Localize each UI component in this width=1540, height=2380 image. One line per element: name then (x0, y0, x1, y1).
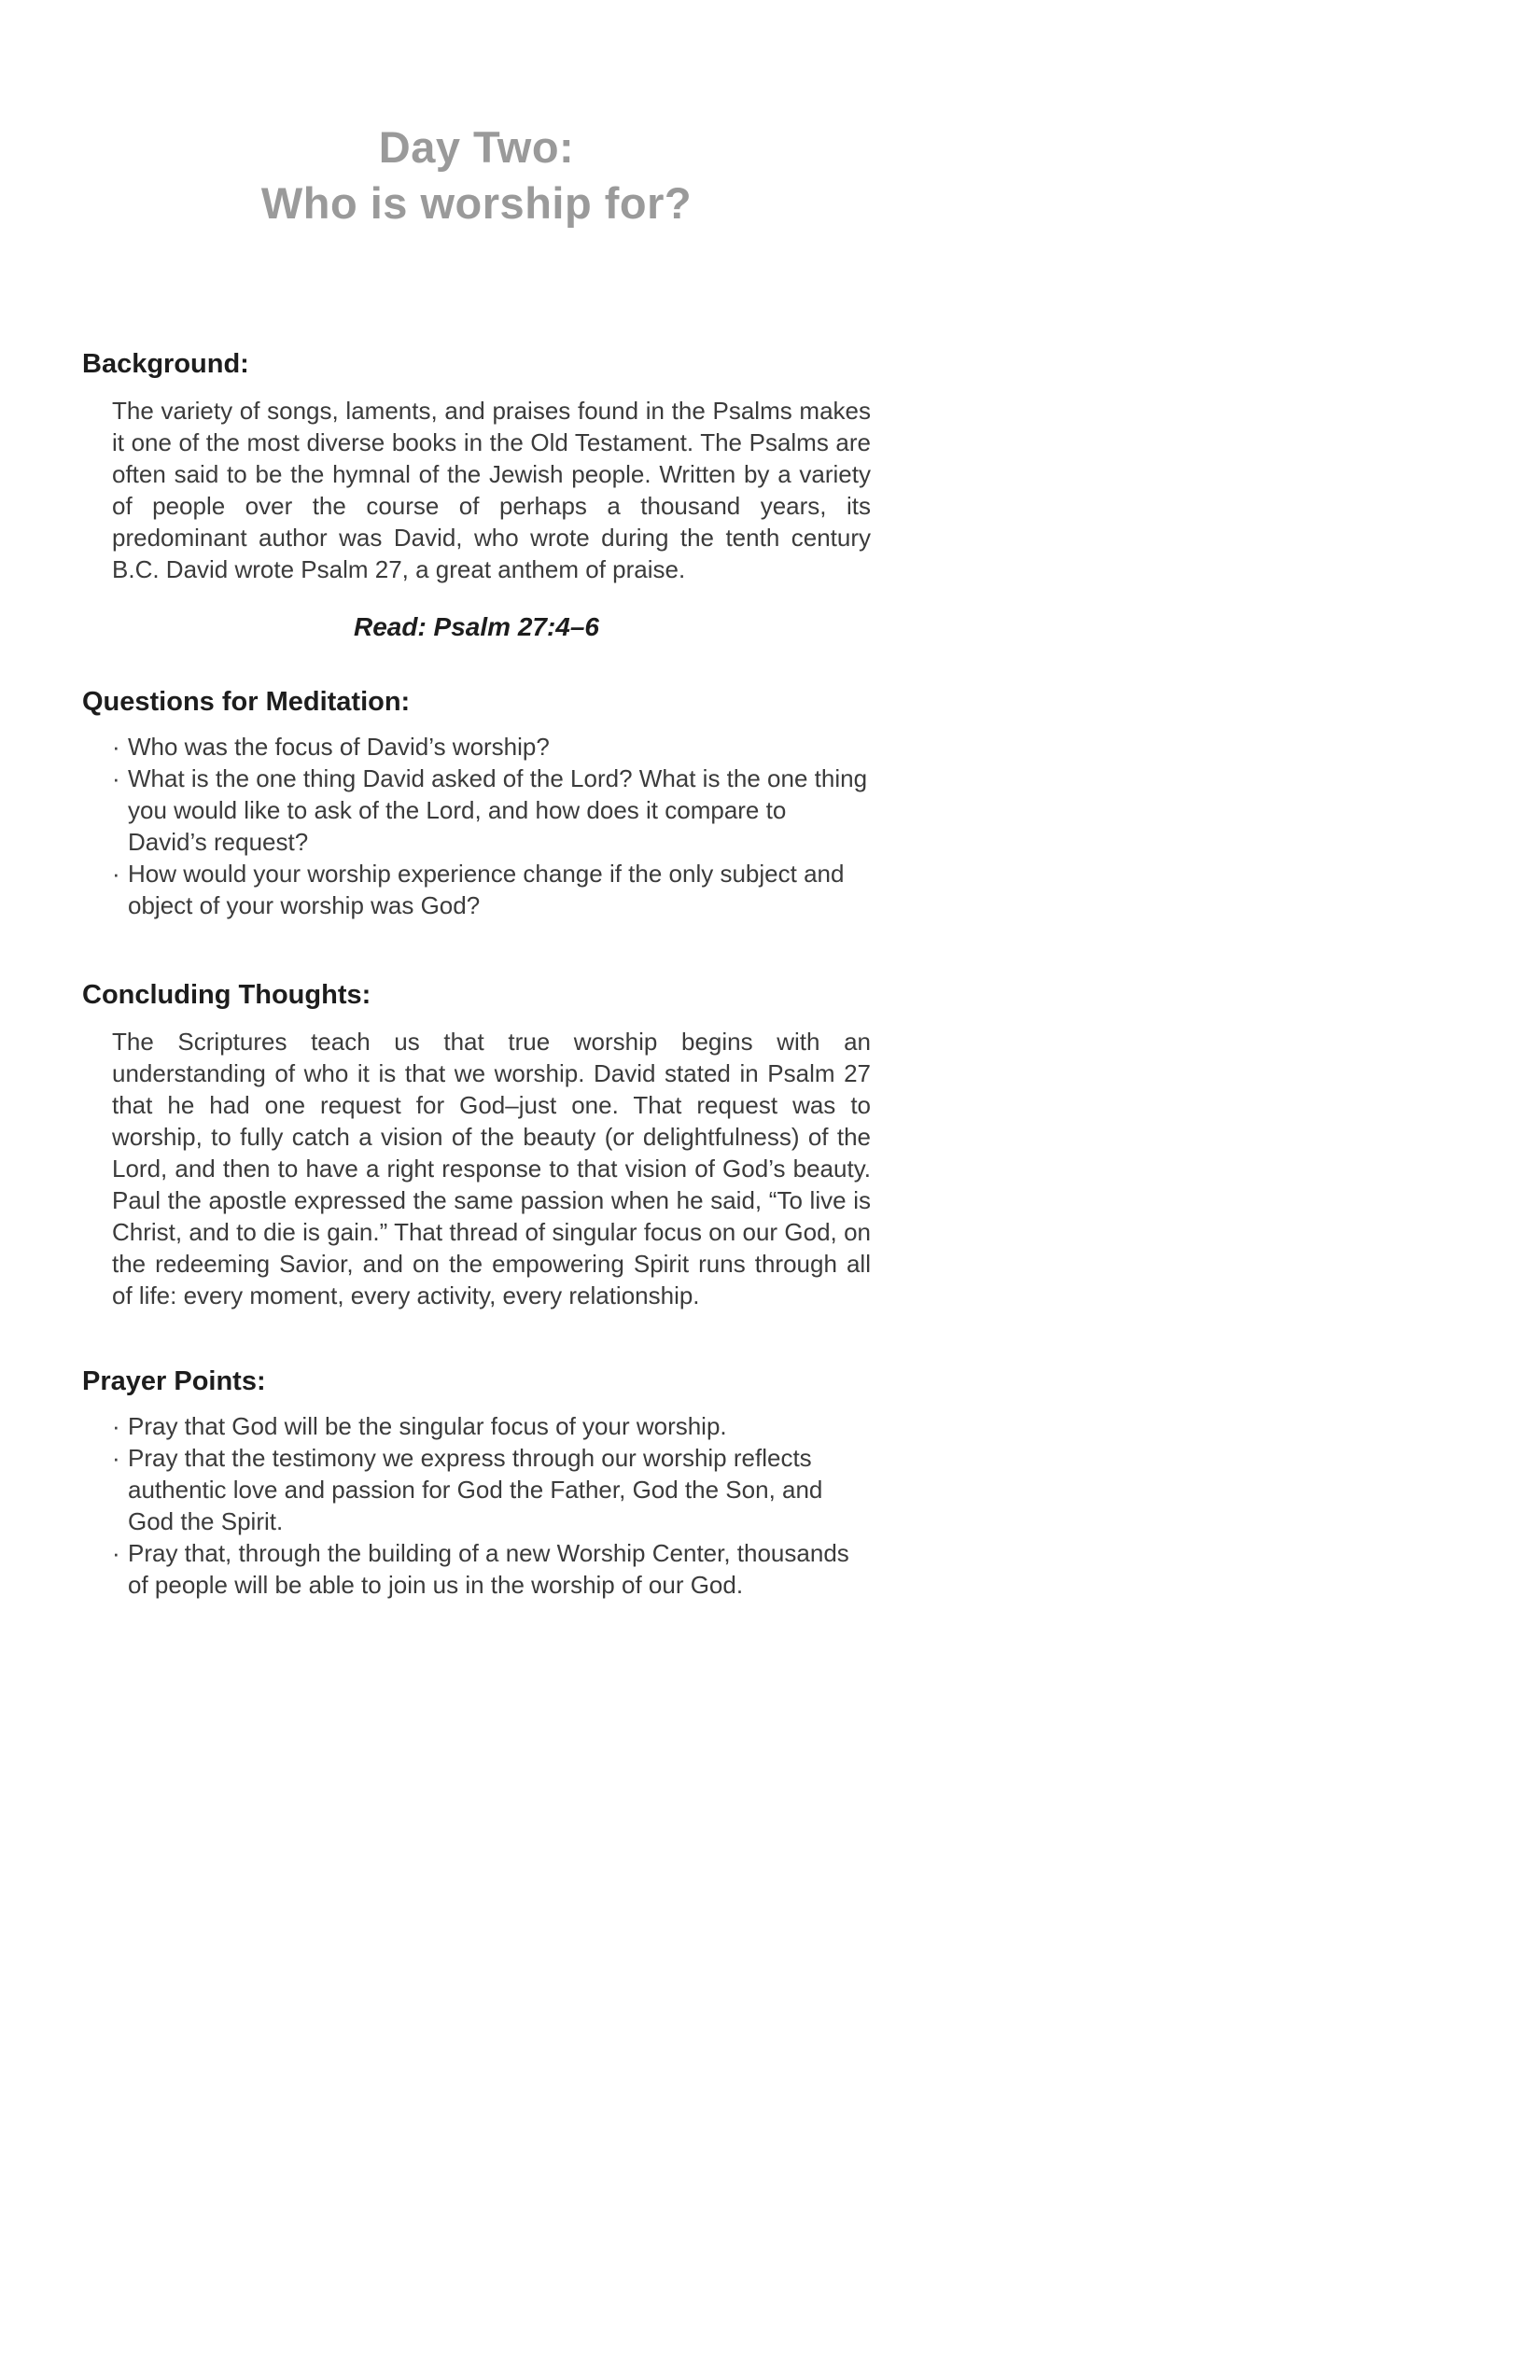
meditation-question-item: · What is the one thing David asked of the Lord? What is the one thing you would like to ask of the Lord, and how does it compare to David’s request? (112, 763, 871, 858)
page-title-line-1: Day Two: (378, 122, 575, 172)
prayer-point-item: · Pray that God will be the singular focus of your worship. (112, 1410, 871, 1442)
section-heading-background: Background: (82, 349, 249, 379)
prayer-point-item: · Pray that, through the building of a new Worship Center, thousands of people will be able to join us in the worship of our God. (112, 1537, 871, 1601)
page-title-line-2: Who is worship for? (260, 178, 693, 228)
background-paragraph: The variety of songs, laments, and praises found in the Psalms makes it one of the most diverse books in the Old Testament. The Psalms are often said to be the hymnal of the Jewish people. Written by a variety of people over the course of perhaps a thousand years, its predominant author was David, who wrote during the tenth century B.C. David wrote Psalm 27, a great anthem of praise. (112, 397, 871, 583)
meditation-question-list (82, 731, 871, 921)
meditation-question-item: · Who was the focus of David’s worship? (112, 731, 871, 763)
section-heading-prayer: Prayer Points: (82, 1366, 266, 1396)
meditation-question-item: · How would your worship experience change if the only subject and object of your worship was God? (112, 858, 871, 921)
prayer-point-item: · Pray that the testimony we express through our worship reflects authentic love and passion for God the Father, God the Son, and God the Spirit. (112, 1442, 871, 1537)
section-heading-meditation: Questions for Meditation: (82, 687, 411, 717)
prayer-point-list (82, 1410, 871, 1601)
page-title (82, 119, 871, 231)
document-page (82, 0, 871, 1601)
read-scripture-reference: Read: Psalm 27:4–6 (353, 612, 600, 641)
concluding-paragraph: The Scriptures teach us that true worship begins with an understanding of who it is that we worship. David stated in Psalm 27 that he had one request for God–just one. That request was to worship, to fully catch a vision of the beauty (or delightfulness) of the Lord, and then to have a right response to that vision of God’s beauty. Paul the apostle expressed the same passion when he said, “To live is Christ, and to die is gain.” That thread of singular focus on our God, on the redeeming Savior, and on the empowering Spirit runs through all of life: every moment, every activity, every relationship. (112, 1028, 871, 1309)
section-heading-concluding: Concluding Thoughts: (82, 980, 371, 1010)
